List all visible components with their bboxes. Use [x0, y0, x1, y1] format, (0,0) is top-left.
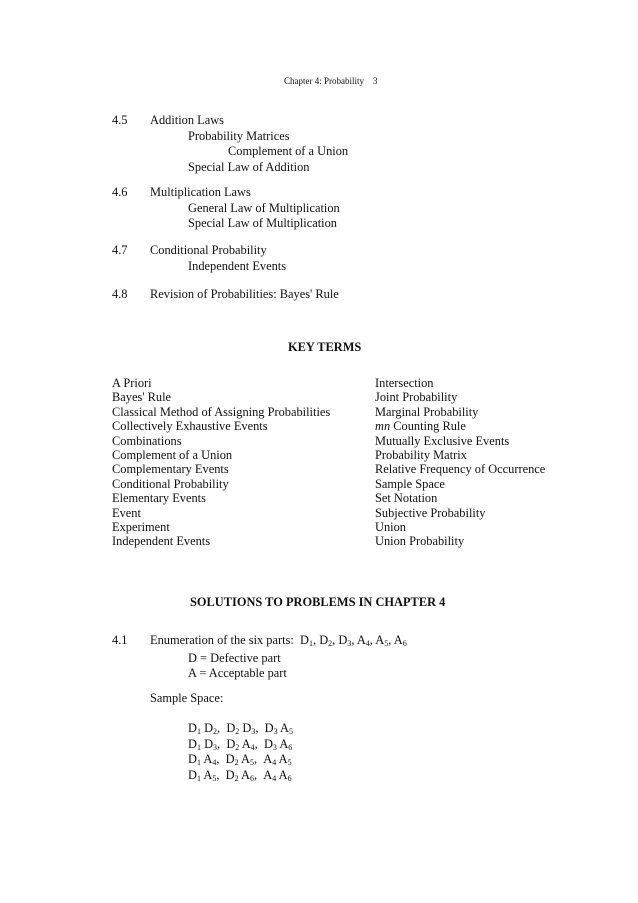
outline-section-title: Conditional Probability: [150, 243, 267, 257]
key-term: Independent Events: [112, 534, 211, 549]
outline-section-title: Revision of Probabilities: Bayes' Rule: [150, 287, 339, 301]
key-term: Joint Probability: [375, 390, 458, 405]
key-terms-heading: KEY TERMS: [288, 340, 362, 354]
part-label: $A_6$: [393, 633, 407, 648]
key-term: Complement of a Union: [112, 448, 233, 462]
outline-subsection: Probability Matrices: [188, 128, 290, 143]
part-label: $A_4$: [356, 633, 370, 648]
outcome-pair: $D_2$ $A_4$: [226, 736, 255, 752]
outline-subsection: Special Law of Multiplication: [188, 216, 337, 230]
outcome-pair: $D_3$ $A_6$: [263, 736, 293, 752]
key-term-italic-prefix: mn: [375, 419, 391, 434]
sample-space-row: $D_1$ $A_5$, $D_2$ $A_6$, $A_4$ $A_6$: [188, 767, 292, 783]
outline-subsection: Complement of a Union: [228, 144, 349, 158]
key-term: Union: [375, 520, 406, 534]
solutions-heading: SOLUTIONS TO PROBLEMS IN CHAPTER 4: [190, 595, 446, 609]
key-term: Classical Method of Assigning Probabilities: [112, 404, 331, 419]
key-term: Sample Space: [375, 476, 445, 491]
outcome-pair: $D_3$ $A_5$: [264, 721, 293, 736]
sample-space-row: $D_1$ $A_4$, $D_2$ $A_5$, $A_4$ $A_5$: [188, 752, 292, 767]
key-term: A Priori: [112, 376, 152, 390]
enumeration-label: Enumeration of the six parts:: [150, 633, 294, 647]
outcome-pair: $D_1$ $A_5$: [188, 767, 217, 783]
outline-section-title: Multiplication Laws: [150, 185, 251, 199]
definition-line: A = Acceptable part: [188, 666, 287, 680]
outcome-pair: $D_1$ $D_3$: [188, 736, 218, 752]
key-term: Probability Matrix: [375, 448, 467, 462]
part-label: $D_1$: [300, 633, 313, 648]
part-label: $D_2$: [319, 633, 333, 648]
problem-number: 4.1: [112, 633, 128, 647]
key-term: Conditional Probability: [112, 476, 229, 491]
outline-subsection: General Law of Multiplication: [188, 200, 340, 215]
outline-section-number: 4.5: [112, 113, 128, 127]
sample-space-label: Sample Space:: [150, 691, 224, 705]
outcome-pair: $D_2$ $A_6$: [225, 767, 254, 783]
key-term: Mutually Exclusive Events: [375, 433, 510, 448]
outline-subsection: Independent Events: [188, 258, 287, 273]
key-term: Relative Frequency of Occurrence: [375, 462, 546, 477]
key-term: Elementary Events: [112, 491, 206, 506]
outline-subsection: Special Law of Addition: [188, 159, 310, 174]
outline-section-title: Addition Laws: [150, 113, 224, 127]
page-number: 3: [373, 76, 378, 86]
definition-line: D = Defective part: [188, 651, 281, 665]
running-head: Chapter 4: Probability: [284, 76, 364, 86]
key-term: Complementary Events: [112, 462, 229, 477]
outline-section-number: 4.7: [112, 243, 128, 257]
sample-space-row: $D_1$ $D_3$, $D_2$ $A_4$, $D_3$ $A_6$: [188, 736, 293, 752]
enumeration-line: Enumeration of the six parts: $D_1$, $D_2$, $D_3$, $A_4$, $A_5$, $A_6$: [150, 633, 407, 648]
key-term-rest: Counting Rule: [390, 419, 466, 434]
outcome-pair: $D_1$ $D_2$: [188, 721, 218, 736]
key-term: Combinations: [112, 433, 182, 448]
part-label: $A_5$: [375, 633, 389, 648]
outcome-pair: $D_2$ $D_3$: [226, 721, 256, 736]
key-term: Marginal Probability: [375, 404, 479, 419]
outcome-pair: $D_1$ $A_4$: [188, 752, 217, 767]
outcome-pair: $A_4$ $A_5$: [263, 752, 292, 767]
outline-section-number: 4.8: [112, 287, 128, 301]
key-term: Union Probability: [375, 534, 465, 549]
part-label: $D_3$: [338, 633, 352, 648]
outline-section-number: 4.6: [112, 185, 128, 199]
key-term: Collectively Exhaustive Events: [112, 419, 268, 434]
key-term: Event: [112, 505, 141, 520]
key-term: [375, 419, 466, 433]
key-term: Set Notation: [375, 491, 438, 506]
outcome-pair: $D_2$ $A_5$: [225, 752, 254, 767]
outcome-pair: $A_4$ $A_6$: [263, 767, 292, 783]
sample-space-row: $D_1$ $D_2$, $D_2$ $D_3$, $D_3$ $A_5$: [188, 721, 293, 736]
key-term: Subjective Probability: [375, 505, 486, 520]
key-term: Intersection: [375, 376, 434, 390]
key-term: Bayes' Rule: [112, 390, 172, 405]
key-term: Experiment: [112, 520, 170, 534]
